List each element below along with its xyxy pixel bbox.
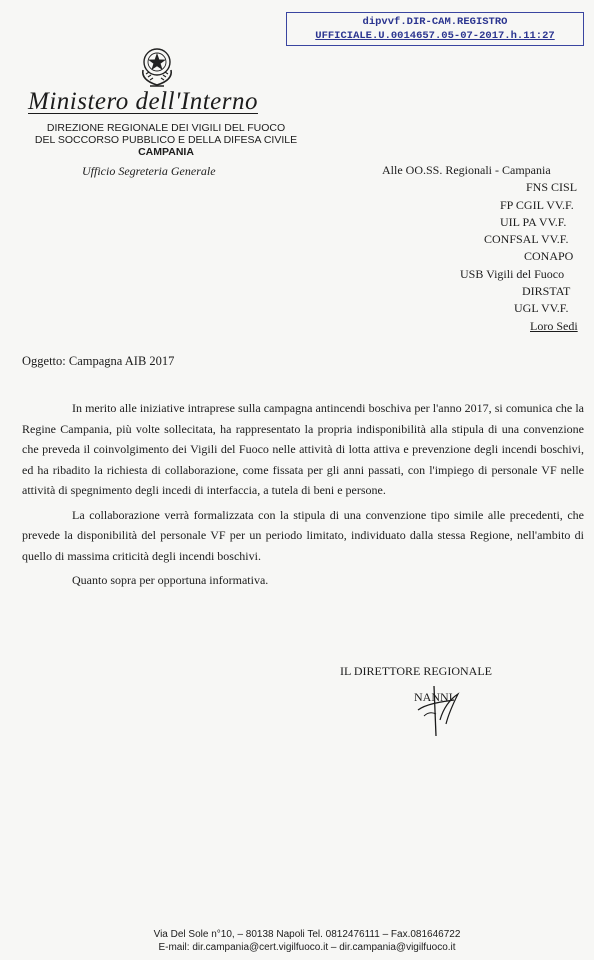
- recipient-item: UIL PA VV.F.: [500, 214, 567, 229]
- subject-line: Oggetto: Campagna AIB 2017: [22, 354, 175, 368]
- direction-line2: DEL SOCCORSO PUBBLICO E DELLA DIFESA CIVILE: [34, 134, 298, 146]
- recipient-item: CONAPO: [524, 249, 574, 264]
- recipient-closing: Loro Sedi: [530, 318, 578, 333]
- recipient-item: UGL VV.F.: [514, 301, 569, 316]
- body-paragraph-1: In merito alle iniziative intraprese sulla campagna antincendi boschiva per l'anno 2017, si comunica che la Regine Campania, più volte sollecitata, ha rappresentato la propria indisponibilità alla stipula di una convenzione che preveda il coinvolgimento dei Vigili del Fuoco nelle attività di lotta attiva e prevenzione degli incendi boschivi, ed ha ribadito la richiesta di collaborazione, come fissata per gli anni passati, con l'impiego di personale VF nelle attività di spegnimento degli incedi di interfaccia, a tutela di beni e persone.: [22, 401, 584, 497]
- signature-title: IL DIRETTORE REGIONALE: [340, 664, 492, 678]
- signature-name: NANNI: [414, 690, 453, 704]
- footer-contacts: [22, 928, 592, 954]
- protocol-stamp: [286, 12, 584, 46]
- recipients-list: [382, 162, 578, 335]
- region-name: CAMPANIA: [138, 146, 194, 158]
- recipient-item: USB Vigili del Fuoco: [460, 266, 565, 281]
- footer-address: Via Del Sole n°10, – 80138 Napoli Tel. 0812476111 – Fax.081646722: [153, 929, 461, 940]
- protocol-stamp-line2: UFFICIALE.U.0014657.05-07-2017.h.11:27: [315, 30, 555, 42]
- letter-body: [22, 398, 584, 591]
- republic-emblem-icon: [138, 40, 176, 88]
- recipient-item: FNS CISL: [526, 180, 578, 195]
- ministry-name: Ministero dell'Interno: [28, 88, 258, 115]
- handwritten-signature-icon: [410, 676, 470, 738]
- recipient-intro: Alle OO.SS. Regionali - Campania: [382, 163, 551, 177]
- direction-block: [22, 122, 310, 158]
- body-paragraph-2: La collaborazione verrà formalizzata con la stipula di una convenzione tipo simile alle precedenti, che prevede la disponibilità del personale VF per un periodo limitato, individuato dalla stessa Regione, nell'ambito di quello di massima criticità degli incendi boschivi.: [22, 507, 584, 563]
- recipient-item: FP CGIL VV.F.: [500, 197, 574, 212]
- body-paragraph-3: Quanto sopra per opportuna informativa.: [72, 573, 269, 587]
- recipient-item: CONFSAL VV.F.: [484, 232, 569, 247]
- footer-email: E-mail: dir.campania@cert.vigilfuoco.it – dir.campania@vigilfuoco.it: [158, 942, 456, 953]
- recipient-item: DIRSTAT: [522, 284, 571, 299]
- direction-line1: DIREZIONE REGIONALE DEI VIGILI DEL FUOCO: [46, 122, 286, 134]
- protocol-stamp-line1: dipvvf.DIR-CAM.REGISTRO: [362, 16, 508, 28]
- office-name: Ufficio Segreteria Generale: [82, 164, 216, 178]
